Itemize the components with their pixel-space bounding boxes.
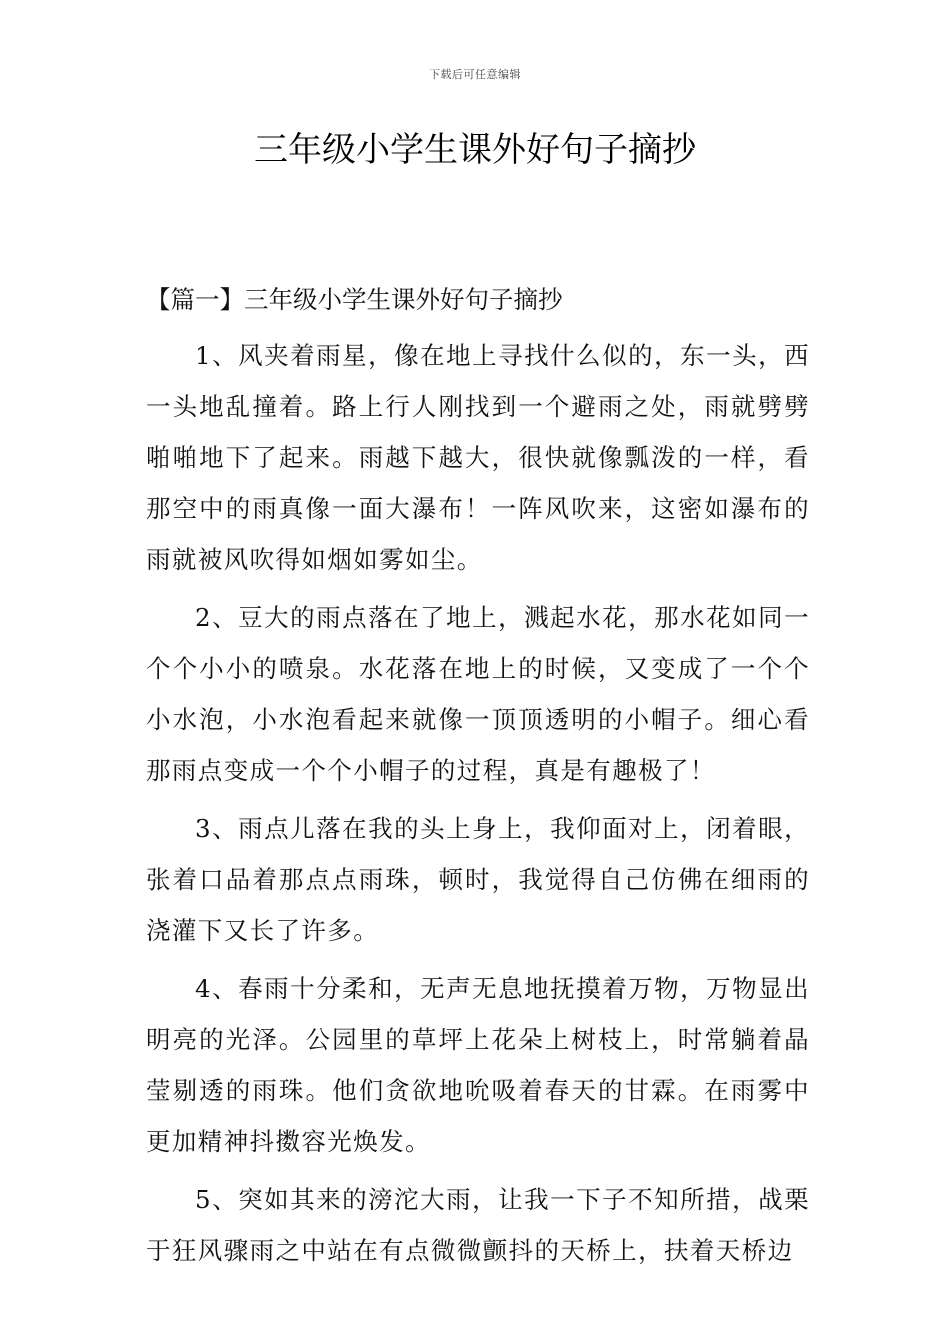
paragraph-4: 4、春雨十分柔和，无声无息地抚摸着万物，万物显出明亮的光泽。公园里的草坪上花朵上树枝上，时常躺着晶莹剔透的雨珠。他们贪欲地吮吸着春天的甘霖。在雨雾中更加精神抖擞容光焕发。: [146, 974, 810, 1156]
paragraph-3: 3、雨点儿落在我的头上身上，我仰面对上，闭着眼，张着口品着那点点雨珠，顿时，我觉得自己仿佛在细雨的浇灌下又长了许多。: [146, 814, 810, 945]
document-body: [146, 330, 810, 1283]
section-heading: 【篇一】三年级小学生课外好句子摘抄: [146, 285, 563, 314]
document-title: 三年级小学生课外好句子摘抄: [254, 130, 696, 170]
paragraph-1: 1、风夹着雨星，像在地上寻找什么似的，东一头，西一头地乱撞着。路上行人刚找到一个避雨之处，雨就劈劈啪啪地下了起来。雨越下越大，很快就像瓢泼的一样，看那空中的雨真像一面大瀑布！一阵风吹来，这密如瀑布的雨就被风吹得如烟如雾如尘。: [146, 341, 810, 574]
paragraph-2: 2、豆大的雨点落在了地上，溅起水花，那水花如同一个个小小的喷泉。水花落在地上的时候，又变成了一个个小水泡，小水泡看起来就像一顶顶透明的小帽子。细心看那雨点变成一个个小帽子的过程，真是有趣极了！: [146, 603, 810, 785]
header-note: 下载后可任意编辑: [429, 68, 521, 81]
paragraph-5: 5、突如其来的滂沱大雨，让我一下子不知所措，战栗于狂风骤雨之中站在有点微微颤抖的天桥上，扶着天桥边: [146, 1185, 810, 1265]
